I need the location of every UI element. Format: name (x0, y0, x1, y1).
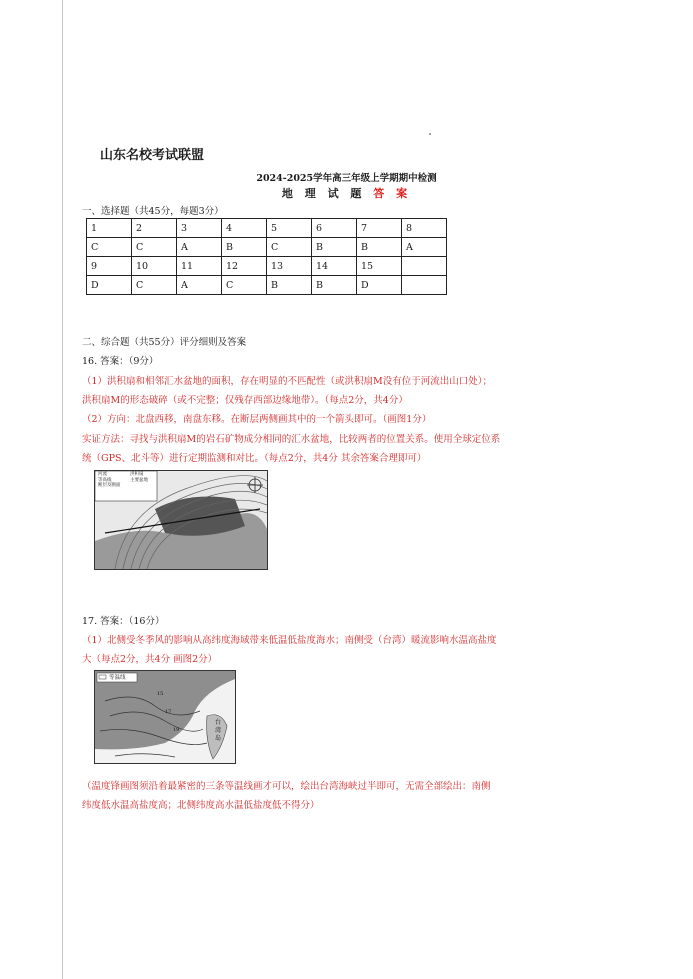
island-label-char: 岛 (215, 735, 222, 742)
fault-map-legend-2 (130, 472, 148, 483)
q16-answer-line: 洪积扇M的形态破碎（或不完整；仅残存西部边缘地带）。（每点2分，共4分） (82, 395, 408, 406)
fault-map-legend (98, 472, 121, 489)
organization-name: 山东名校考试联盟 (100, 148, 205, 163)
legend-item: 主要盆地 (130, 477, 148, 483)
table-cell: B (357, 238, 402, 257)
isotherm-value: 19 (173, 727, 180, 733)
table-row (87, 257, 447, 276)
table-cell: 11 (177, 257, 222, 276)
isotherm-legend: 等温线 (109, 675, 126, 681)
q16-answer-line: （2）方向：北盘西移，南盘东移。在断层两侧画其中的一个箭头即可。（画图1分） (82, 414, 432, 425)
table-cell (402, 276, 447, 295)
table-cell: B (267, 276, 312, 295)
isotherm-value: 17 (165, 709, 172, 715)
exam-subtitle: 2024-2025学年高三年级上学期期中检测 (256, 173, 437, 184)
legend-item: 河流 (98, 472, 107, 477)
table-cell: C (222, 276, 267, 295)
table-cell: 9 (87, 257, 132, 276)
isotherm-value: 15 (157, 691, 164, 697)
table-cell: B (312, 238, 357, 257)
q17-answer-line: 大（每点2分，共4分 画图2分） (82, 654, 218, 665)
scan-speck (429, 133, 431, 135)
q16-label: 16. 答案：（9分） (82, 356, 159, 367)
q16-answer-line: 实证方法：寻找与洪积扇M的岩石矿物成分相同的汇水盆地，比较两者的位置关系。使用全球定位系 (82, 434, 501, 445)
table-cell: C (87, 238, 132, 257)
answer-table (86, 218, 447, 295)
table-cell: 15 (357, 257, 402, 276)
legend-item: 断层及断面 (98, 483, 121, 488)
table-cell: 13 (267, 257, 312, 276)
table-cell: 2 (132, 219, 177, 238)
island-label-char: 台 (215, 719, 222, 726)
table-row (87, 238, 447, 257)
table-cell: 14 (312, 257, 357, 276)
section2-heading: 二、综合题（共55分）评分细则及答案 (82, 337, 247, 348)
table-cell: 4 (222, 219, 267, 238)
q16-fault-map (94, 470, 268, 570)
legend-item: 洪积扇 (130, 472, 144, 477)
legend-item: 等高线 (98, 477, 112, 483)
table-cell: 10 (132, 257, 177, 276)
table-row (87, 276, 447, 295)
table-cell: C (132, 276, 177, 295)
q16-answer-line: 统（GPS、北斗等）进行定期监测和对比。（每点2分，共4分 其余答案合理即可） (82, 453, 427, 464)
q17-answer-line: （1）北侧受冬季风的影响从高纬度海域带来低温低盐度海水；南侧受（台湾）暖流影响水温高盐度 (82, 635, 497, 646)
q17-note-line: （温度锋画图须沿着最紧密的三条等温线画才可以，绘出台湾海峡过半即可，无需全部绘出：南侧 (82, 781, 491, 792)
table-row (87, 219, 447, 238)
table-cell: A (402, 238, 447, 257)
table-cell: D (357, 276, 402, 295)
table-cell: A (177, 238, 222, 257)
table-cell: 6 (312, 219, 357, 238)
table-cell: 5 (267, 219, 312, 238)
q17-note-line: 纬度低水温高盐度高；北侧纬度高水温低盐度低不得分） (82, 800, 320, 811)
table-cell: B (312, 276, 357, 295)
table-cell: 12 (222, 257, 267, 276)
island-label-char: 湾 (215, 727, 222, 734)
isotherm-map-drawing (95, 671, 235, 763)
table-cell: A (177, 276, 222, 295)
table-cell: 8 (402, 219, 447, 238)
table-cell: C (267, 238, 312, 257)
q16-answer-line: （1）洪积扇和相邻汇水盆地的面积，存在明显的不匹配性（或洪积扇M没有位于河流出山口处）； (82, 376, 493, 387)
table-cell (402, 257, 447, 276)
q17-label: 17. 答案：（16分） (82, 616, 165, 627)
title-main: 地 理 试 题 (281, 187, 374, 200)
exam-title (0, 185, 693, 201)
q17-isotherm-map (94, 670, 236, 764)
table-cell: D (87, 276, 132, 295)
table-cell: 7 (357, 219, 402, 238)
title-answer: 答 案 (373, 187, 412, 200)
island-label (215, 719, 221, 743)
table-cell: 3 (177, 219, 222, 238)
section1-heading: 一、选择题（共45分，每题3分） (82, 206, 224, 217)
table-cell: B (222, 238, 267, 257)
table-cell: 1 (87, 219, 132, 238)
table-cell: C (132, 238, 177, 257)
page-edge (62, 0, 63, 979)
